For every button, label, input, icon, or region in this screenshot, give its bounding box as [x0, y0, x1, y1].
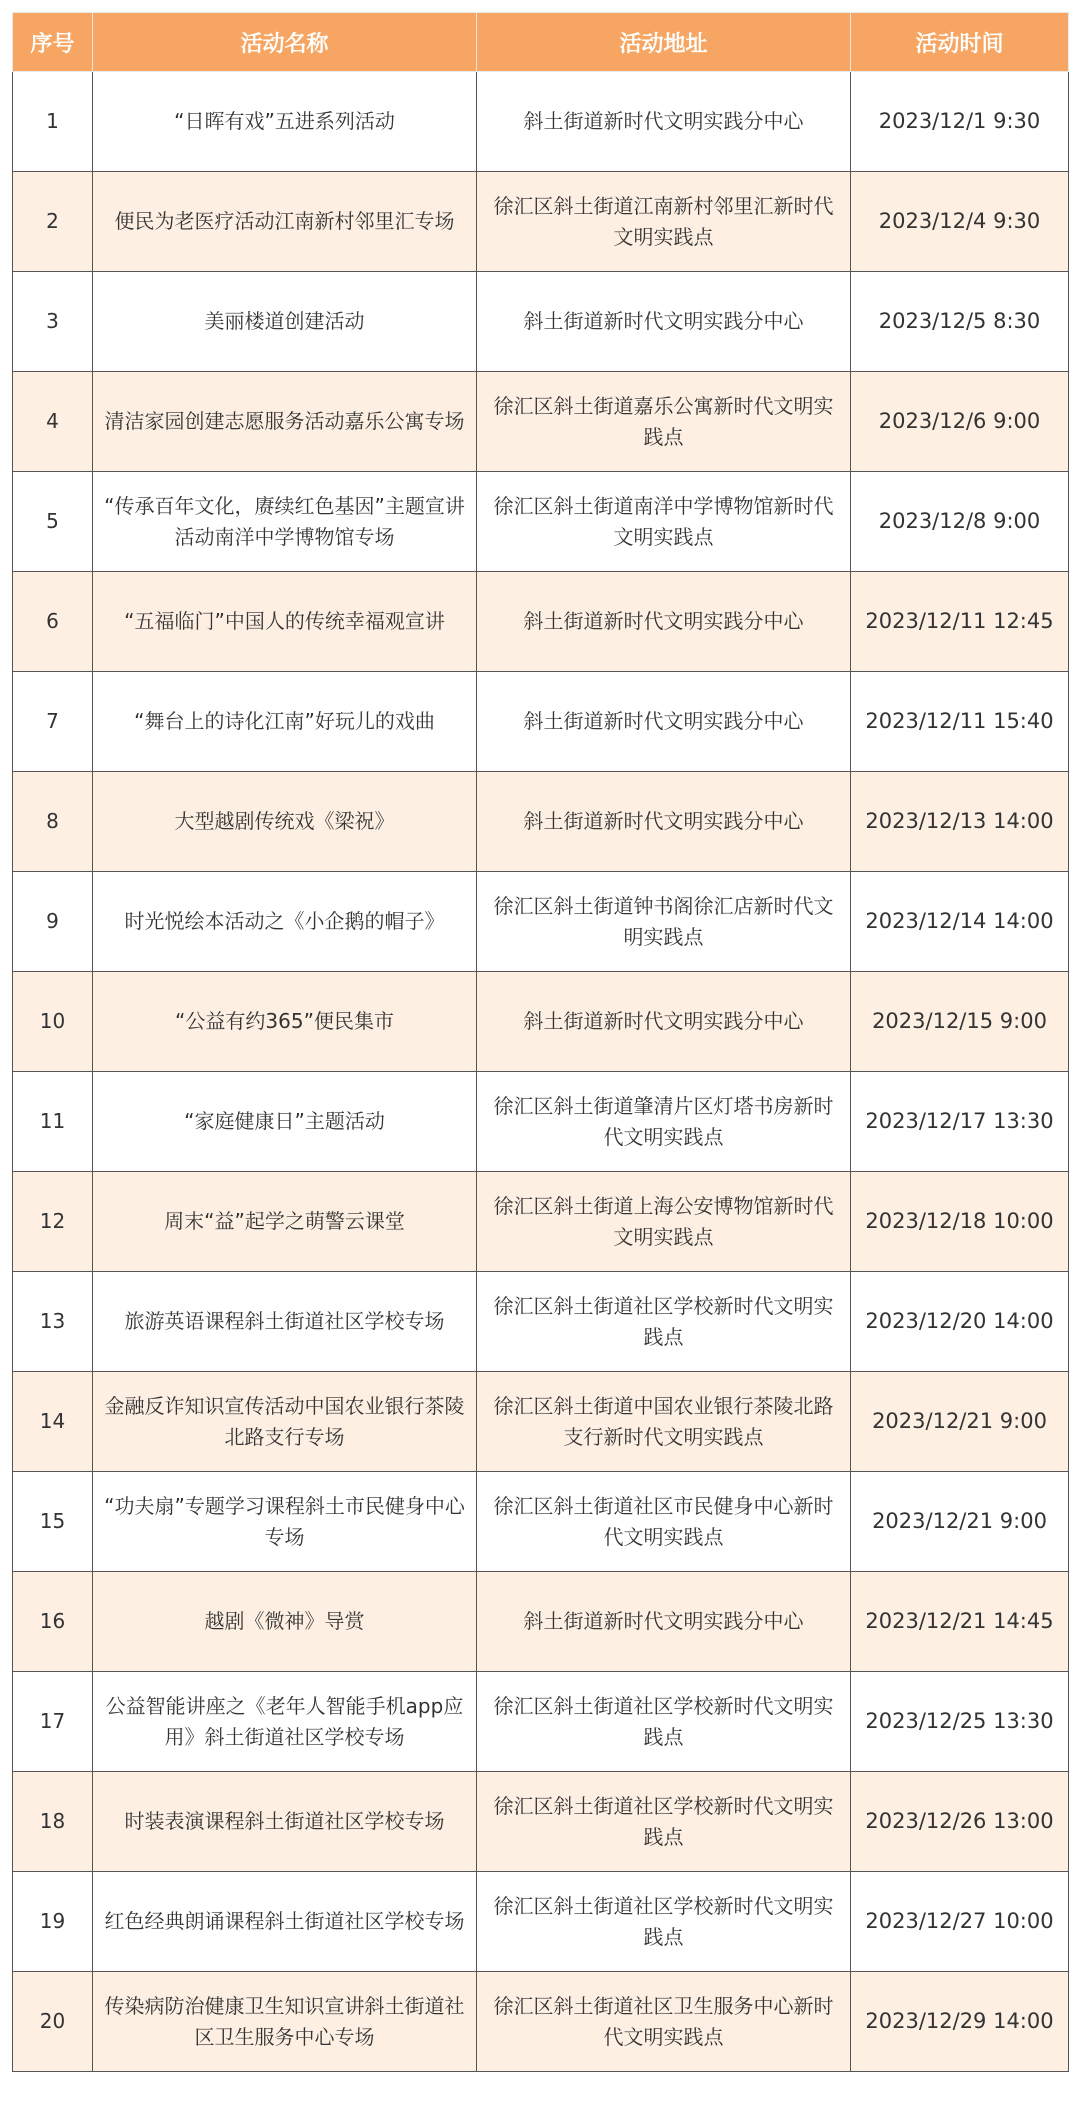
row-number: 15 — [13, 1472, 93, 1572]
activity-name: 红色经典朗诵课程斜土街道社区学校专场 — [93, 1872, 477, 1972]
header-time: 活动时间 — [851, 13, 1069, 72]
activity-address: 徐汇区斜土街道社区卫生服务中心新时代文明实践点 — [477, 1972, 851, 2072]
table-row — [13, 572, 1069, 672]
activity-name: “舞台上的诗化江南”好玩儿的戏曲 — [93, 672, 477, 772]
activity-address: 斜土街道新时代文明实践分中心 — [477, 972, 851, 1072]
activity-time: 2023/12/29 14:00 — [851, 1972, 1069, 2072]
activity-address: 徐汇区斜土街道社区学校新时代文明实践点 — [477, 1272, 851, 1372]
table-row — [13, 872, 1069, 972]
row-number: 9 — [13, 872, 93, 972]
table-row — [13, 1772, 1069, 1872]
header-address: 活动地址 — [477, 13, 851, 72]
row-number: 20 — [13, 1972, 93, 2072]
table-row — [13, 1672, 1069, 1772]
row-number: 19 — [13, 1872, 93, 1972]
activity-time: 2023/12/15 9:00 — [851, 972, 1069, 1072]
activity-name: “五福临门”中国人的传统幸福观宣讲 — [93, 572, 477, 672]
table-row — [13, 372, 1069, 472]
row-number: 17 — [13, 1672, 93, 1772]
activity-time: 2023/12/18 10:00 — [851, 1172, 1069, 1272]
table-row — [13, 1472, 1069, 1572]
activity-table — [12, 12, 1069, 2072]
activity-time: 2023/12/21 9:00 — [851, 1472, 1069, 1572]
activity-time: 2023/12/11 15:40 — [851, 672, 1069, 772]
row-number: 16 — [13, 1572, 93, 1672]
activity-name: 越剧《微神》导赏 — [93, 1572, 477, 1672]
header-no: 序号 — [13, 13, 93, 72]
activity-address: 徐汇区斜土街道嘉乐公寓新时代文明实践点 — [477, 372, 851, 472]
activity-time: 2023/12/21 14:45 — [851, 1572, 1069, 1672]
activity-time: 2023/12/27 10:00 — [851, 1872, 1069, 1972]
activity-address: 徐汇区斜土街道江南新村邻里汇新时代文明实践点 — [477, 172, 851, 272]
activity-name: “功夫扇”专题学习课程斜土市民健身中心专场 — [93, 1472, 477, 1572]
activity-name: 公益智能讲座之《老年人智能手机app应用》斜土街道社区学校专场 — [93, 1672, 477, 1772]
table-row — [13, 1372, 1069, 1472]
activity-name: “日晖有戏”五进系列活动 — [93, 72, 477, 172]
row-number: 5 — [13, 472, 93, 572]
activity-time: 2023/12/1 9:30 — [851, 72, 1069, 172]
activity-name: 周末“益”起学之萌警云课堂 — [93, 1172, 477, 1272]
activity-time: 2023/12/26 13:00 — [851, 1772, 1069, 1872]
row-number: 13 — [13, 1272, 93, 1372]
activity-time: 2023/12/13 14:00 — [851, 772, 1069, 872]
row-number: 7 — [13, 672, 93, 772]
activity-name: 清洁家园创建志愿服务活动嘉乐公寓专场 — [93, 372, 477, 472]
activity-time: 2023/12/4 9:30 — [851, 172, 1069, 272]
activity-address: 徐汇区斜土街道肇清片区灯塔书房新时代文明实践点 — [477, 1072, 851, 1172]
activity-time: 2023/12/17 13:30 — [851, 1072, 1069, 1172]
activity-name: 旅游英语课程斜土街道社区学校专场 — [93, 1272, 477, 1372]
table-row — [13, 1272, 1069, 1372]
table-row — [13, 672, 1069, 772]
activity-time: 2023/12/21 9:00 — [851, 1372, 1069, 1472]
activity-name: 传染病防治健康卫生知识宣讲斜土街道社区卫生服务中心专场 — [93, 1972, 477, 2072]
activity-time: 2023/12/14 14:00 — [851, 872, 1069, 972]
table-row — [13, 272, 1069, 372]
activity-time: 2023/12/8 9:00 — [851, 472, 1069, 572]
activity-name: 大型越剧传统戏《梁祝》 — [93, 772, 477, 872]
activity-name: 时装表演课程斜土街道社区学校专场 — [93, 1772, 477, 1872]
table-row — [13, 1172, 1069, 1272]
activity-address: 徐汇区斜土街道社区学校新时代文明实践点 — [477, 1872, 851, 1972]
table-row — [13, 472, 1069, 572]
row-number: 14 — [13, 1372, 93, 1472]
activity-address: 徐汇区斜土街道中国农业银行茶陵北路支行新时代文明实践点 — [477, 1372, 851, 1472]
activity-address: 斜土街道新时代文明实践分中心 — [477, 72, 851, 172]
row-number: 2 — [13, 172, 93, 272]
row-number: 6 — [13, 572, 93, 672]
activity-name: 美丽楼道创建活动 — [93, 272, 477, 372]
table-row — [13, 1572, 1069, 1672]
activity-name: 金融反诈知识宣传活动中国农业银行茶陵北路支行专场 — [93, 1372, 477, 1472]
row-number: 12 — [13, 1172, 93, 1272]
activity-address: 徐汇区斜土街道钟书阁徐汇店新时代文明实践点 — [477, 872, 851, 972]
activity-address: 斜土街道新时代文明实践分中心 — [477, 572, 851, 672]
activity-name: “公益有约365”便民集市 — [93, 972, 477, 1072]
table-row — [13, 72, 1069, 172]
table-row — [13, 772, 1069, 872]
activity-address: 徐汇区斜土街道社区学校新时代文明实践点 — [477, 1772, 851, 1872]
activity-address: 徐汇区斜土街道社区市民健身中心新时代文明实践点 — [477, 1472, 851, 1572]
activity-time: 2023/12/25 13:30 — [851, 1672, 1069, 1772]
activity-name: 时光悦绘本活动之《小企鹅的帽子》 — [93, 872, 477, 972]
table-row — [13, 1972, 1069, 2072]
row-number: 3 — [13, 272, 93, 372]
row-number: 8 — [13, 772, 93, 872]
row-number: 1 — [13, 72, 93, 172]
table-header-row — [13, 13, 1069, 72]
activity-time: 2023/12/11 12:45 — [851, 572, 1069, 672]
table-row — [13, 172, 1069, 272]
table-row — [13, 972, 1069, 1072]
activity-name: 便民为老医疗活动江南新村邻里汇专场 — [93, 172, 477, 272]
header-name: 活动名称 — [93, 13, 477, 72]
table-row — [13, 1072, 1069, 1172]
table-body — [13, 72, 1069, 2072]
activity-schedule-sheet — [12, 12, 1068, 2072]
activity-address: 徐汇区斜土街道南洋中学博物馆新时代文明实践点 — [477, 472, 851, 572]
table-row — [13, 1872, 1069, 1972]
activity-time: 2023/12/6 9:00 — [851, 372, 1069, 472]
activity-time: 2023/12/20 14:00 — [851, 1272, 1069, 1372]
activity-address: 斜土街道新时代文明实践分中心 — [477, 1572, 851, 1672]
activity-name: “家庭健康日”主题活动 — [93, 1072, 477, 1172]
activity-address: 斜土街道新时代文明实践分中心 — [477, 772, 851, 872]
activity-address: 徐汇区斜土街道社区学校新时代文明实践点 — [477, 1672, 851, 1772]
row-number: 4 — [13, 372, 93, 472]
row-number: 11 — [13, 1072, 93, 1172]
activity-name: “传承百年文化，赓续红色基因”主题宣讲活动南洋中学博物馆专场 — [93, 472, 477, 572]
activity-time: 2023/12/5 8:30 — [851, 272, 1069, 372]
activity-address: 斜土街道新时代文明实践分中心 — [477, 272, 851, 372]
row-number: 18 — [13, 1772, 93, 1872]
activity-address: 徐汇区斜土街道上海公安博物馆新时代文明实践点 — [477, 1172, 851, 1272]
activity-address: 斜土街道新时代文明实践分中心 — [477, 672, 851, 772]
row-number: 10 — [13, 972, 93, 1072]
